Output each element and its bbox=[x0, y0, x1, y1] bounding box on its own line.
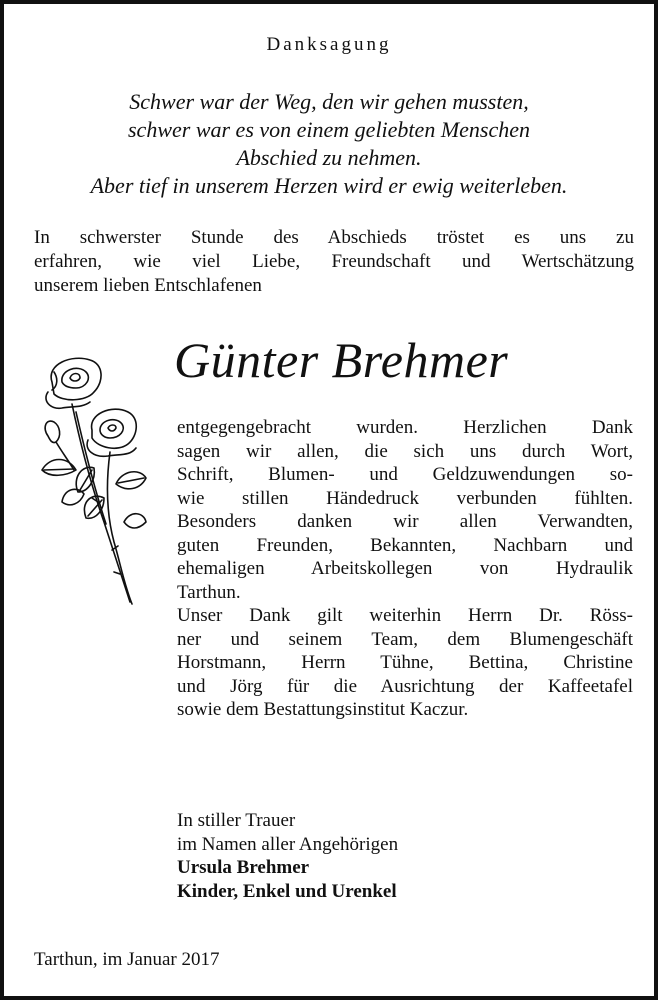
body-line: sagen wir allen, die sich uns durch Wort, bbox=[177, 440, 633, 462]
signer-name: Ursula Brehmer bbox=[177, 857, 310, 878]
rose-icon bbox=[32, 352, 162, 608]
body-line: guten Freunden, Bekannten, Nachbarn und bbox=[177, 534, 633, 556]
intro-line: In schwerster Stunde des Abschieds tröstet es uns zu bbox=[34, 227, 634, 248]
body-line: Tarthun. bbox=[177, 581, 241, 603]
poem bbox=[4, 88, 654, 200]
body-line: entgegengebracht wurden. Herzlichen Dank bbox=[177, 417, 633, 438]
intro-line: unserem lieben Entschlafenen bbox=[34, 275, 262, 296]
body-line: Schrift, Blumen- und Geldzuwendungen so- bbox=[177, 464, 633, 485]
closing-block bbox=[177, 809, 398, 903]
body-line: Besonders danken wir allen Verwandten, bbox=[177, 511, 633, 532]
body-line: und Jörg für die Ausrichtung der Kaffeetafel bbox=[177, 675, 633, 697]
poem-line: Schwer war der Weg, den wir gehen mussten, bbox=[129, 89, 529, 114]
deceased-name: Günter Brehmer bbox=[174, 332, 509, 388]
body-line: sowie dem Bestattungsinstitut Kaczur. bbox=[177, 699, 469, 720]
poem-line: Aber tief in unserem Herzen wird er ewig weiterleben. bbox=[90, 173, 568, 198]
body-line: ehemaligen Arbeitskollegen von Hydraulik bbox=[177, 558, 633, 579]
body-line: wie stillen Händedruck verbunden fühlten. bbox=[177, 487, 633, 509]
signer-family: Kinder, Enkel und Urenkel bbox=[177, 880, 397, 902]
place-date: Tarthun, im Januar 2017 bbox=[34, 949, 220, 970]
poem-line: schwer war es von einem geliebten Menschen bbox=[128, 117, 530, 142]
body-line: Horstmann, Herrn Tühne, Bettina, Christine bbox=[177, 652, 633, 673]
intro-paragraph bbox=[34, 226, 634, 298]
closing-line: In stiller Trauer bbox=[177, 810, 296, 831]
body-line: Unser Dank gilt weiterhin Herrn Dr. Röss- bbox=[177, 605, 633, 626]
thanks-paragraph bbox=[177, 416, 633, 722]
poem-line: Abschied zu nehmen. bbox=[236, 145, 422, 170]
intro-line: erfahren, wie viel Liebe, Freundschaft und Wertschätzung bbox=[34, 251, 634, 272]
notice-heading: Danksagung bbox=[266, 34, 392, 55]
closing-line: im Namen aller Angehörigen bbox=[177, 833, 399, 855]
body-line: ner und seinem Team, dem Blumengeschäft bbox=[177, 628, 633, 650]
